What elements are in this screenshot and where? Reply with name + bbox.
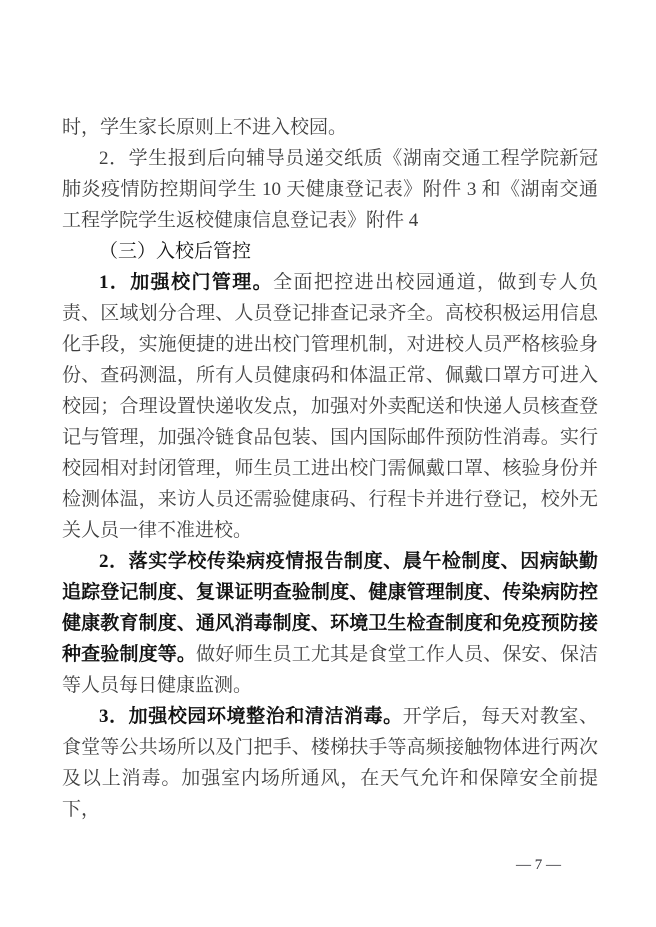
paragraph-continuation: 时，学生家长原则上不进入校园。: [62, 117, 348, 138]
page-number: — 7 —: [516, 857, 561, 873]
document-body: [62, 112, 598, 825]
section-heading-post-entry-control: （三）入校后管控: [99, 241, 252, 262]
paragraph-body-text: 开学后，每天对教室、食堂等公共场所以及门把手、楼梯扶手等高频接触物体进行两次及以上消毒。加强室内场所通风，在天气允许和保障安全前提下，: [62, 706, 598, 820]
paragraph-item-3-cleaning-disinfection: [62, 701, 598, 825]
paragraph-item-2-registration-forms: 2．学生报到后向辅导员递交纸质《湖南交通工程学院新冠肺炎疫情防控期间学生 10 天健康登记表》附件 3 和《湖南交通工程学院学生返校健康信息登记表》附件 4: [62, 148, 598, 231]
paragraph-lead-bold: 2．落实学校传染病疫情报告制度、晨午检制度、因病缺勤追踪登记制度、复课证明查验制度、健康管理制度、传染病防控健康教育制度、通风消毒制度、环境卫生检查制度和免疫预防接种查验制度等。: [62, 551, 598, 665]
paragraph-lead-bold: 3．加强校园环境整治和清洁消毒。: [99, 706, 403, 727]
paragraph-item-2-epidemic-systems: [62, 546, 598, 701]
paragraph-body-text: 全面把控进出校园通道，做到专人负责、区域划分合理、人员登记排查记录齐全。高校积极运用信息化手段，实施便捷的进出校门管理机制，对进校人员严格核验身份、查码测温，所有人员健康码和体温正常、佩戴口罩方可进入校园；合理设置快递收发点，加强对外卖配送和快递人员核查登记与管理，加强冷链食品包装、国内国际邮件预防性消毒。实行校园相对封闭管理，师生员工进出校门需佩戴口罩、核验身份并检测体温，来访人员还需验健康码、行程卡并进行登记，校外无关人员一律不准进校。: [62, 272, 598, 541]
paragraph-item-1-gate-management: [62, 267, 598, 546]
paragraph-lead-bold: 1．加强校门管理。: [99, 272, 274, 293]
paragraph-body-text: 做好师生员工尤其是食堂工作人员、保安、保洁等人员每日健康监测。: [62, 644, 598, 696]
